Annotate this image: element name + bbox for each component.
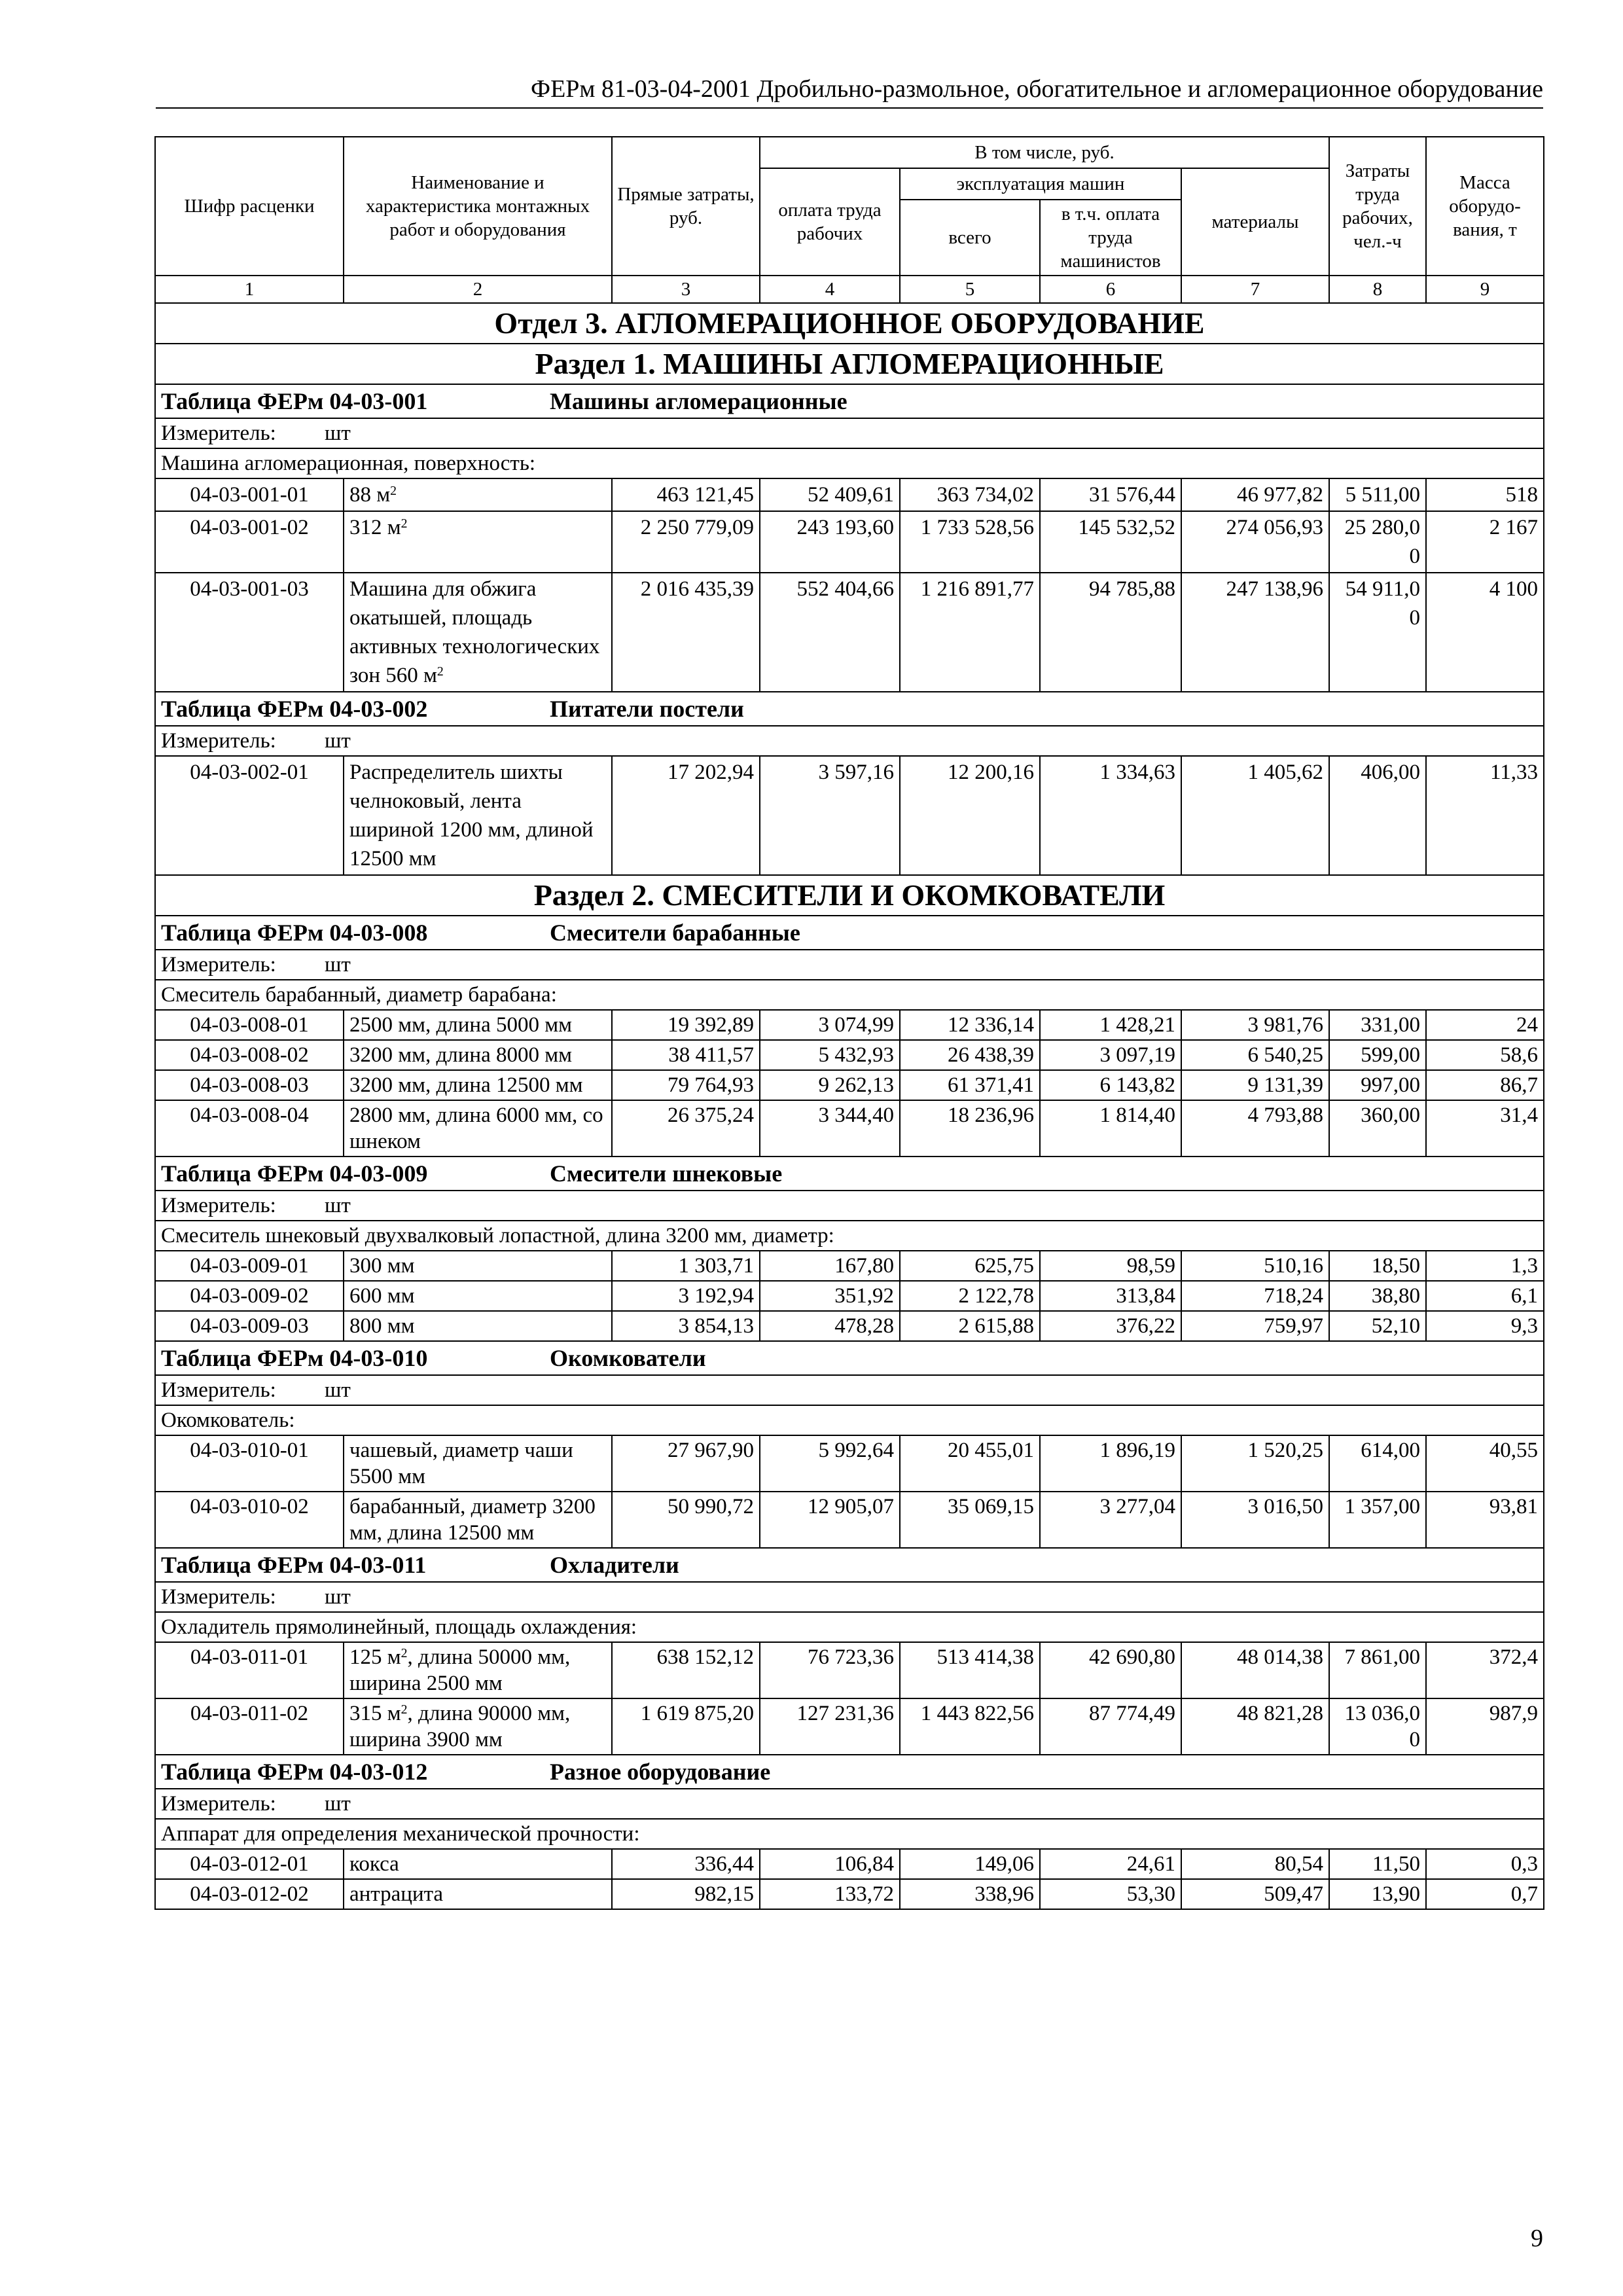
machine-cost: 20 455,01: [900, 1435, 1040, 1492]
table-name: Окомкователи: [550, 1345, 706, 1371]
labor-hours: 25 280,00: [1329, 511, 1426, 573]
labor-hours: 614,00: [1329, 1435, 1426, 1492]
col-num: 7: [1181, 276, 1329, 303]
rate-code: 04-03-011-02: [155, 1698, 344, 1755]
head-direct: Прямые затраты, руб.: [612, 137, 760, 276]
machine-cost: 18 236,96: [900, 1100, 1040, 1157]
header-rule: [156, 107, 1543, 109]
machinist-pay: 94 785,88: [1040, 573, 1181, 692]
labor-hours: 1 357,00: [1329, 1492, 1426, 1548]
direct-cost: 1 619 875,20: [612, 1698, 760, 1755]
equipment-mass: 4 100: [1426, 573, 1544, 692]
machinist-pay: 313,84: [1040, 1281, 1181, 1311]
labor-pay: 5 432,93: [760, 1040, 900, 1070]
labor-pay: 478,28: [760, 1311, 900, 1341]
machine-cost: 1 443 822,56: [900, 1698, 1040, 1755]
labor-hours: 13 036,00: [1329, 1698, 1426, 1755]
direct-cost: 3 192,94: [612, 1281, 760, 1311]
rate-code: 04-03-008-04: [155, 1100, 344, 1157]
head-code: Шифр расценки: [155, 137, 344, 276]
labor-pay: 12 905,07: [760, 1492, 900, 1548]
rate-code: 04-03-002-01: [155, 756, 344, 875]
rate-code: 04-03-009-02: [155, 1281, 344, 1311]
unit-label: Измеритель:: [161, 422, 276, 445]
table-row: [155, 756, 1544, 875]
rate-code: 04-03-010-01: [155, 1435, 344, 1492]
work-name: кокса: [344, 1849, 612, 1879]
table-number: Таблица ФЕРм 04-03-008: [161, 920, 428, 946]
head-materials: материалы: [1181, 168, 1329, 276]
machinist-pay: 6 143,82: [1040, 1070, 1181, 1100]
labor-hours: 997,00: [1329, 1070, 1426, 1100]
materials-cost: 1 405,62: [1181, 756, 1329, 875]
table-title: [155, 1341, 1544, 1375]
materials-cost: 274 056,93: [1181, 511, 1329, 573]
col-num: 4: [760, 276, 900, 303]
machine-cost: 26 438,39: [900, 1040, 1040, 1070]
table-row: [155, 511, 1544, 573]
machine-cost: 2 615,88: [900, 1311, 1040, 1341]
materials-cost: 4 793,88: [1181, 1100, 1329, 1157]
direct-cost: 3 854,13: [612, 1311, 760, 1341]
work-name: 315 $м^2$, длина 90000 мм, ширина 3900 мм: [344, 1698, 612, 1755]
materials-cost: 510,16: [1181, 1251, 1329, 1281]
labor-hours: 5 511,00: [1329, 478, 1426, 511]
rate-code: 04-03-009-01: [155, 1251, 344, 1281]
table-number: Таблица ФЕРм 04-03-002: [161, 696, 428, 722]
work-name: 800 мм: [344, 1311, 612, 1341]
equipment-mass: 40,55: [1426, 1435, 1544, 1492]
materials-cost: 3 981,76: [1181, 1010, 1329, 1040]
page-number: 9: [1531, 2225, 1543, 2252]
equipment-mass: 372,4: [1426, 1642, 1544, 1698]
head-labor-pay: оплата труда рабочих: [760, 168, 900, 276]
unit-value: шт: [325, 729, 351, 753]
unit-label: Измеритель:: [161, 1378, 276, 1402]
rate-code: 04-03-008-01: [155, 1010, 344, 1040]
col-num: 5: [900, 276, 1040, 303]
head-labor-hours: Затраты труда рабочих, чел.-ч: [1329, 137, 1426, 276]
equipment-mass: 0,7: [1426, 1879, 1544, 1909]
machine-cost: 2 122,78: [900, 1281, 1040, 1311]
table-number: Таблица ФЕРм 04-03-012: [161, 1759, 428, 1785]
materials-cost: 9 131,39: [1181, 1070, 1329, 1100]
table-title: [155, 384, 1544, 418]
head-machine-ops: эксплуатация машин: [900, 168, 1181, 200]
unit-value: шт: [325, 1792, 351, 1816]
unit-row: [155, 950, 1544, 980]
section-title: Раздел 1. МАШИНЫ АГЛОМЕРАЦИОННЫЕ: [155, 344, 1544, 384]
group-label: Аппарат для определения механической прочности:: [155, 1819, 1544, 1849]
col-num: 6: [1040, 276, 1181, 303]
materials-cost: 247 138,96: [1181, 573, 1329, 692]
unit-label: Измеритель:: [161, 1194, 276, 1217]
table-name: Разное оборудование: [550, 1759, 771, 1785]
direct-cost: 17 202,94: [612, 756, 760, 875]
work-name: 125 $м^2$, длина 50000 мм, ширина 2500 мм: [344, 1642, 612, 1698]
direct-cost: 336,44: [612, 1849, 760, 1879]
labor-hours: 54 911,00: [1329, 573, 1426, 692]
machine-cost: 149,06: [900, 1849, 1040, 1879]
labor-pay: 3 597,16: [760, 756, 900, 875]
table-row: [155, 1698, 1544, 1755]
work-name: 3200 мм, длина 12500 мм: [344, 1070, 612, 1100]
machine-cost: 513 414,38: [900, 1642, 1040, 1698]
table-row: [155, 1879, 1544, 1909]
unit-row: [155, 1375, 1544, 1405]
materials-cost: 48 014,38: [1181, 1642, 1329, 1698]
table-name: Питатели постели: [550, 696, 744, 722]
unit-row: [155, 1582, 1544, 1612]
group-label: Машина агломерационная, поверхность:: [155, 448, 1544, 478]
labor-pay: 76 723,36: [760, 1642, 900, 1698]
direct-cost: 982,15: [612, 1879, 760, 1909]
machinist-pay: 1 428,21: [1040, 1010, 1181, 1040]
equipment-mass: 2 167: [1426, 511, 1544, 573]
equipment-mass: 93,81: [1426, 1492, 1544, 1548]
equipment-mass: 24: [1426, 1010, 1544, 1040]
equipment-mass: 9,3: [1426, 1311, 1544, 1341]
machine-cost: 625,75: [900, 1251, 1040, 1281]
table-row: [155, 1311, 1544, 1341]
labor-pay: 9 262,13: [760, 1070, 900, 1100]
materials-cost: 3 016,50: [1181, 1492, 1329, 1548]
work-name: 2800 мм, длина 6000 мм, со шнеком: [344, 1100, 612, 1157]
unit-value: шт: [325, 1585, 351, 1609]
direct-cost: 26 375,24: [612, 1100, 760, 1157]
work-name: 3200 мм, длина 8000 мм: [344, 1040, 612, 1070]
machinist-pay: 1 896,19: [1040, 1435, 1181, 1492]
head-including: В том числе, руб.: [760, 137, 1329, 168]
table-row: [155, 573, 1544, 692]
work-name: Машина для обжига окатышей, площадь активных технологических зон 560 $м^2$: [344, 573, 612, 692]
unit-label: Измеритель:: [161, 953, 276, 977]
labor-pay: 3 074,99: [760, 1010, 900, 1040]
materials-cost: 48 821,28: [1181, 1698, 1329, 1755]
labor-hours: 7 861,00: [1329, 1642, 1426, 1698]
rate-code: 04-03-011-01: [155, 1642, 344, 1698]
table-row: [155, 1492, 1544, 1548]
table-row: [155, 1435, 1544, 1492]
table-title: [155, 692, 1544, 726]
table-title: [155, 1755, 1544, 1789]
materials-cost: 759,97: [1181, 1311, 1329, 1341]
work-name: 312 $м^2$: [344, 511, 612, 573]
work-name: 2500 мм, длина 5000 мм: [344, 1010, 612, 1040]
machinist-pay: 1 814,40: [1040, 1100, 1181, 1157]
labor-pay: 5 992,64: [760, 1435, 900, 1492]
table-row: [155, 1642, 1544, 1698]
work-name: барабанный, диаметр 3200 мм, длина 12500 мм: [344, 1492, 612, 1548]
rate-code: 04-03-012-01: [155, 1849, 344, 1879]
machine-cost: 1 733 528,56: [900, 511, 1040, 573]
head-machinist-pay: в т.ч. оплата труда машинистов: [1040, 200, 1181, 276]
column-numbers-row: [155, 276, 1544, 303]
materials-cost: 80,54: [1181, 1849, 1329, 1879]
equipment-mass: 987,9: [1426, 1698, 1544, 1755]
table-number: Таблица ФЕРм 04-03-010: [161, 1345, 428, 1371]
rate-code: 04-03-001-02: [155, 511, 344, 573]
machinist-pay: 42 690,80: [1040, 1642, 1181, 1698]
labor-hours: 18,50: [1329, 1251, 1426, 1281]
labor-pay: 243 193,60: [760, 511, 900, 573]
machinist-pay: 1 334,63: [1040, 756, 1181, 875]
labor-hours: 52,10: [1329, 1311, 1426, 1341]
direct-cost: 1 303,71: [612, 1251, 760, 1281]
department-title: Отдел 3. АГЛОМЕРАЦИОННОЕ ОБОРУДОВАНИЕ: [155, 303, 1544, 344]
labor-pay: 167,80: [760, 1251, 900, 1281]
rate-code: 04-03-012-02: [155, 1879, 344, 1909]
labor-pay: 106,84: [760, 1849, 900, 1879]
machinist-pay: 376,22: [1040, 1311, 1181, 1341]
page-header: ФЕРм 81-03-04-2001 Дробильно-размольное, обогатительное и агломерационное оборудование: [531, 75, 1543, 103]
head-name: Наименование и характеристика монтажных работ и оборудования: [344, 137, 612, 276]
table-row: [155, 1040, 1544, 1070]
materials-cost: 509,47: [1181, 1879, 1329, 1909]
materials-cost: 6 540,25: [1181, 1040, 1329, 1070]
machinist-pay: 53,30: [1040, 1879, 1181, 1909]
labor-hours: 331,00: [1329, 1010, 1426, 1040]
machine-cost: 363 734,02: [900, 478, 1040, 511]
labor-hours: 406,00: [1329, 756, 1426, 875]
table-title: [155, 916, 1544, 950]
equipment-mass: 1,3: [1426, 1251, 1544, 1281]
equipment-mass: 518: [1426, 478, 1544, 511]
col-num: 1: [155, 276, 344, 303]
rate-code: 04-03-001-03: [155, 573, 344, 692]
unit-value: шт: [325, 953, 351, 977]
direct-cost: 38 411,57: [612, 1040, 760, 1070]
labor-hours: 599,00: [1329, 1040, 1426, 1070]
table-row: [155, 1849, 1544, 1879]
table-name: Смесители шнековые: [550, 1160, 783, 1187]
table-name: Охладители: [550, 1552, 679, 1578]
machine-cost: 12 336,14: [900, 1010, 1040, 1040]
labor-pay: 133,72: [760, 1879, 900, 1909]
table-number: Таблица ФЕРм 04-03-001: [161, 388, 428, 414]
unit-value: шт: [325, 1194, 351, 1217]
labor-pay: 127 231,36: [760, 1698, 900, 1755]
direct-cost: 27 967,90: [612, 1435, 760, 1492]
direct-cost: 79 764,93: [612, 1070, 760, 1100]
group-label: Окомкователь:: [155, 1405, 1544, 1435]
machine-cost: 338,96: [900, 1879, 1040, 1909]
work-name: Распределитель шихты челноковый, лента шириной 1200 мм, длиной 12500 мм: [344, 756, 612, 875]
direct-cost: 638 152,12: [612, 1642, 760, 1698]
machine-cost: 12 200,16: [900, 756, 1040, 875]
machinist-pay: 98,59: [1040, 1251, 1181, 1281]
equipment-mass: 58,6: [1426, 1040, 1544, 1070]
materials-cost: 718,24: [1181, 1281, 1329, 1311]
table-row: [155, 1251, 1544, 1281]
table-row: [155, 1070, 1544, 1100]
table-name: Смесители барабанные: [550, 920, 800, 946]
machinist-pay: 87 774,49: [1040, 1698, 1181, 1755]
work-name: 600 мм: [344, 1281, 612, 1311]
labor-pay: 52 409,61: [760, 478, 900, 511]
equipment-mass: 31,4: [1426, 1100, 1544, 1157]
work-name: чашевый, диаметр чаши 5500 мм: [344, 1435, 612, 1492]
rate-code: 04-03-008-03: [155, 1070, 344, 1100]
table-name: Машины агломерационные: [550, 388, 847, 414]
unit-row: [155, 1191, 1544, 1221]
group-label: Охладитель прямолинейный, площадь охлаждения:: [155, 1612, 1544, 1642]
group-label: Смеситель шнековый двухвалковый лопастной, длина 3200 мм, диаметр:: [155, 1221, 1544, 1251]
labor-hours: 13,90: [1329, 1879, 1426, 1909]
equipment-mass: 11,33: [1426, 756, 1544, 875]
machine-cost: 1 216 891,77: [900, 573, 1040, 692]
group-label: Смеситель барабанный, диаметр барабана:: [155, 980, 1544, 1010]
unit-row: [155, 418, 1544, 448]
labor-pay: 3 344,40: [760, 1100, 900, 1157]
table-number: Таблица ФЕРм 04-03-011: [161, 1552, 427, 1578]
direct-cost: 19 392,89: [612, 1010, 760, 1040]
table-number: Таблица ФЕРм 04-03-009: [161, 1160, 428, 1187]
direct-cost: 2 250 779,09: [612, 511, 760, 573]
work-name: 300 мм: [344, 1251, 612, 1281]
equipment-mass: 6,1: [1426, 1281, 1544, 1311]
equipment-mass: 86,7: [1426, 1070, 1544, 1100]
col-num: 8: [1329, 276, 1426, 303]
machinist-pay: 24,61: [1040, 1849, 1181, 1879]
rate-code: 04-03-009-03: [155, 1311, 344, 1341]
materials-cost: 1 520,25: [1181, 1435, 1329, 1492]
equipment-mass: 0,3: [1426, 1849, 1544, 1879]
materials-cost: 46 977,82: [1181, 478, 1329, 511]
labor-hours: 360,00: [1329, 1100, 1426, 1157]
head-mass: Масса оборудо-вания, т: [1426, 137, 1544, 276]
unit-label: Измеритель:: [161, 729, 276, 753]
unit-label: Измеритель:: [161, 1792, 276, 1816]
machinist-pay: 31 576,44: [1040, 478, 1181, 511]
col-num: 2: [344, 276, 612, 303]
labor-pay: 351,92: [760, 1281, 900, 1311]
table-row: [155, 478, 1544, 511]
machine-cost: 35 069,15: [900, 1492, 1040, 1548]
labor-hours: 11,50: [1329, 1849, 1426, 1879]
rate-code: 04-03-010-02: [155, 1492, 344, 1548]
col-num: 9: [1426, 276, 1544, 303]
table-row: [155, 1281, 1544, 1311]
rate-code: 04-03-008-02: [155, 1040, 344, 1070]
work-name: антрацита: [344, 1879, 612, 1909]
unit-row: [155, 1789, 1544, 1819]
machinist-pay: 145 532,52: [1040, 511, 1181, 573]
table-row: [155, 1100, 1544, 1157]
direct-cost: 2 016 435,39: [612, 573, 760, 692]
section-title: Раздел 2. СМЕСИТЕЛИ И ОКОМКОВАТЕЛИ: [155, 875, 1544, 916]
norms-table: [154, 136, 1544, 1910]
labor-pay: 552 404,66: [760, 573, 900, 692]
col-num: 3: [612, 276, 760, 303]
work-name: 88 $м^2$: [344, 478, 612, 511]
direct-cost: 463 121,45: [612, 478, 760, 511]
unit-value: шт: [325, 422, 351, 445]
rate-code: 04-03-001-01: [155, 478, 344, 511]
unit-label: Измеритель:: [161, 1585, 276, 1609]
machine-cost: 61 371,41: [900, 1070, 1040, 1100]
table-title: [155, 1157, 1544, 1191]
labor-hours: 38,80: [1329, 1281, 1426, 1311]
unit-row: [155, 726, 1544, 756]
head-machine-total: всего: [900, 200, 1040, 276]
machinist-pay: 3 277,04: [1040, 1492, 1181, 1548]
unit-value: шт: [325, 1378, 351, 1402]
table-row: [155, 1010, 1544, 1040]
machinist-pay: 3 097,19: [1040, 1040, 1181, 1070]
direct-cost: 50 990,72: [612, 1492, 760, 1548]
table-title: [155, 1548, 1544, 1582]
